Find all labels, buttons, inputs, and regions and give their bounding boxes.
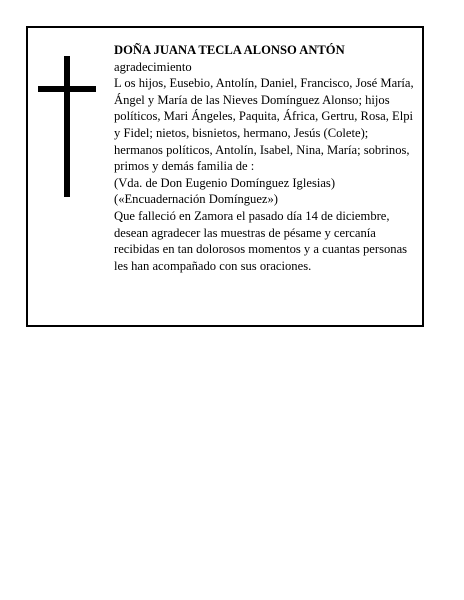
nickname: («Encuadernación Domínguez») xyxy=(114,192,279,207)
deceased-name: DOÑA JUANA TECLA ALONSO ANTÓN xyxy=(114,43,345,57)
cross-vertical-bar xyxy=(64,56,70,197)
widow-of: (Vda. de Don Eugenio Domínguez Iglesias) xyxy=(114,175,336,190)
family-list: L os hijos, Eusebio, Antolín, Daniel, Francisco, José María, Ángel y María de las Nieves Domínguez Alonso; hijos políticos, Mari Ángeles, Paquita, África, Gertru, Rosa, Elpi y Fidel; nietos, bisnietos, hermano, Jesús (Colete); hermanos políticos, Antolín, Isabel, Nina, María; sobrinos, primos y demás familia de : xyxy=(114,76,414,174)
cross-icon xyxy=(38,56,96,197)
cross-horizontal-bar xyxy=(38,86,96,92)
thanks-message: Que falleció en Zamora el pasado día 14 de diciembre, desean agradecer las muestras de pésame y cercanía recibidas en tan dolorosos momentos y a cuantas personas les han acompañado con sus oraciones. xyxy=(114,208,408,273)
notice-text xyxy=(114,42,418,274)
notice-heading: agradecimiento xyxy=(114,59,192,74)
obituary-notice xyxy=(26,26,424,327)
